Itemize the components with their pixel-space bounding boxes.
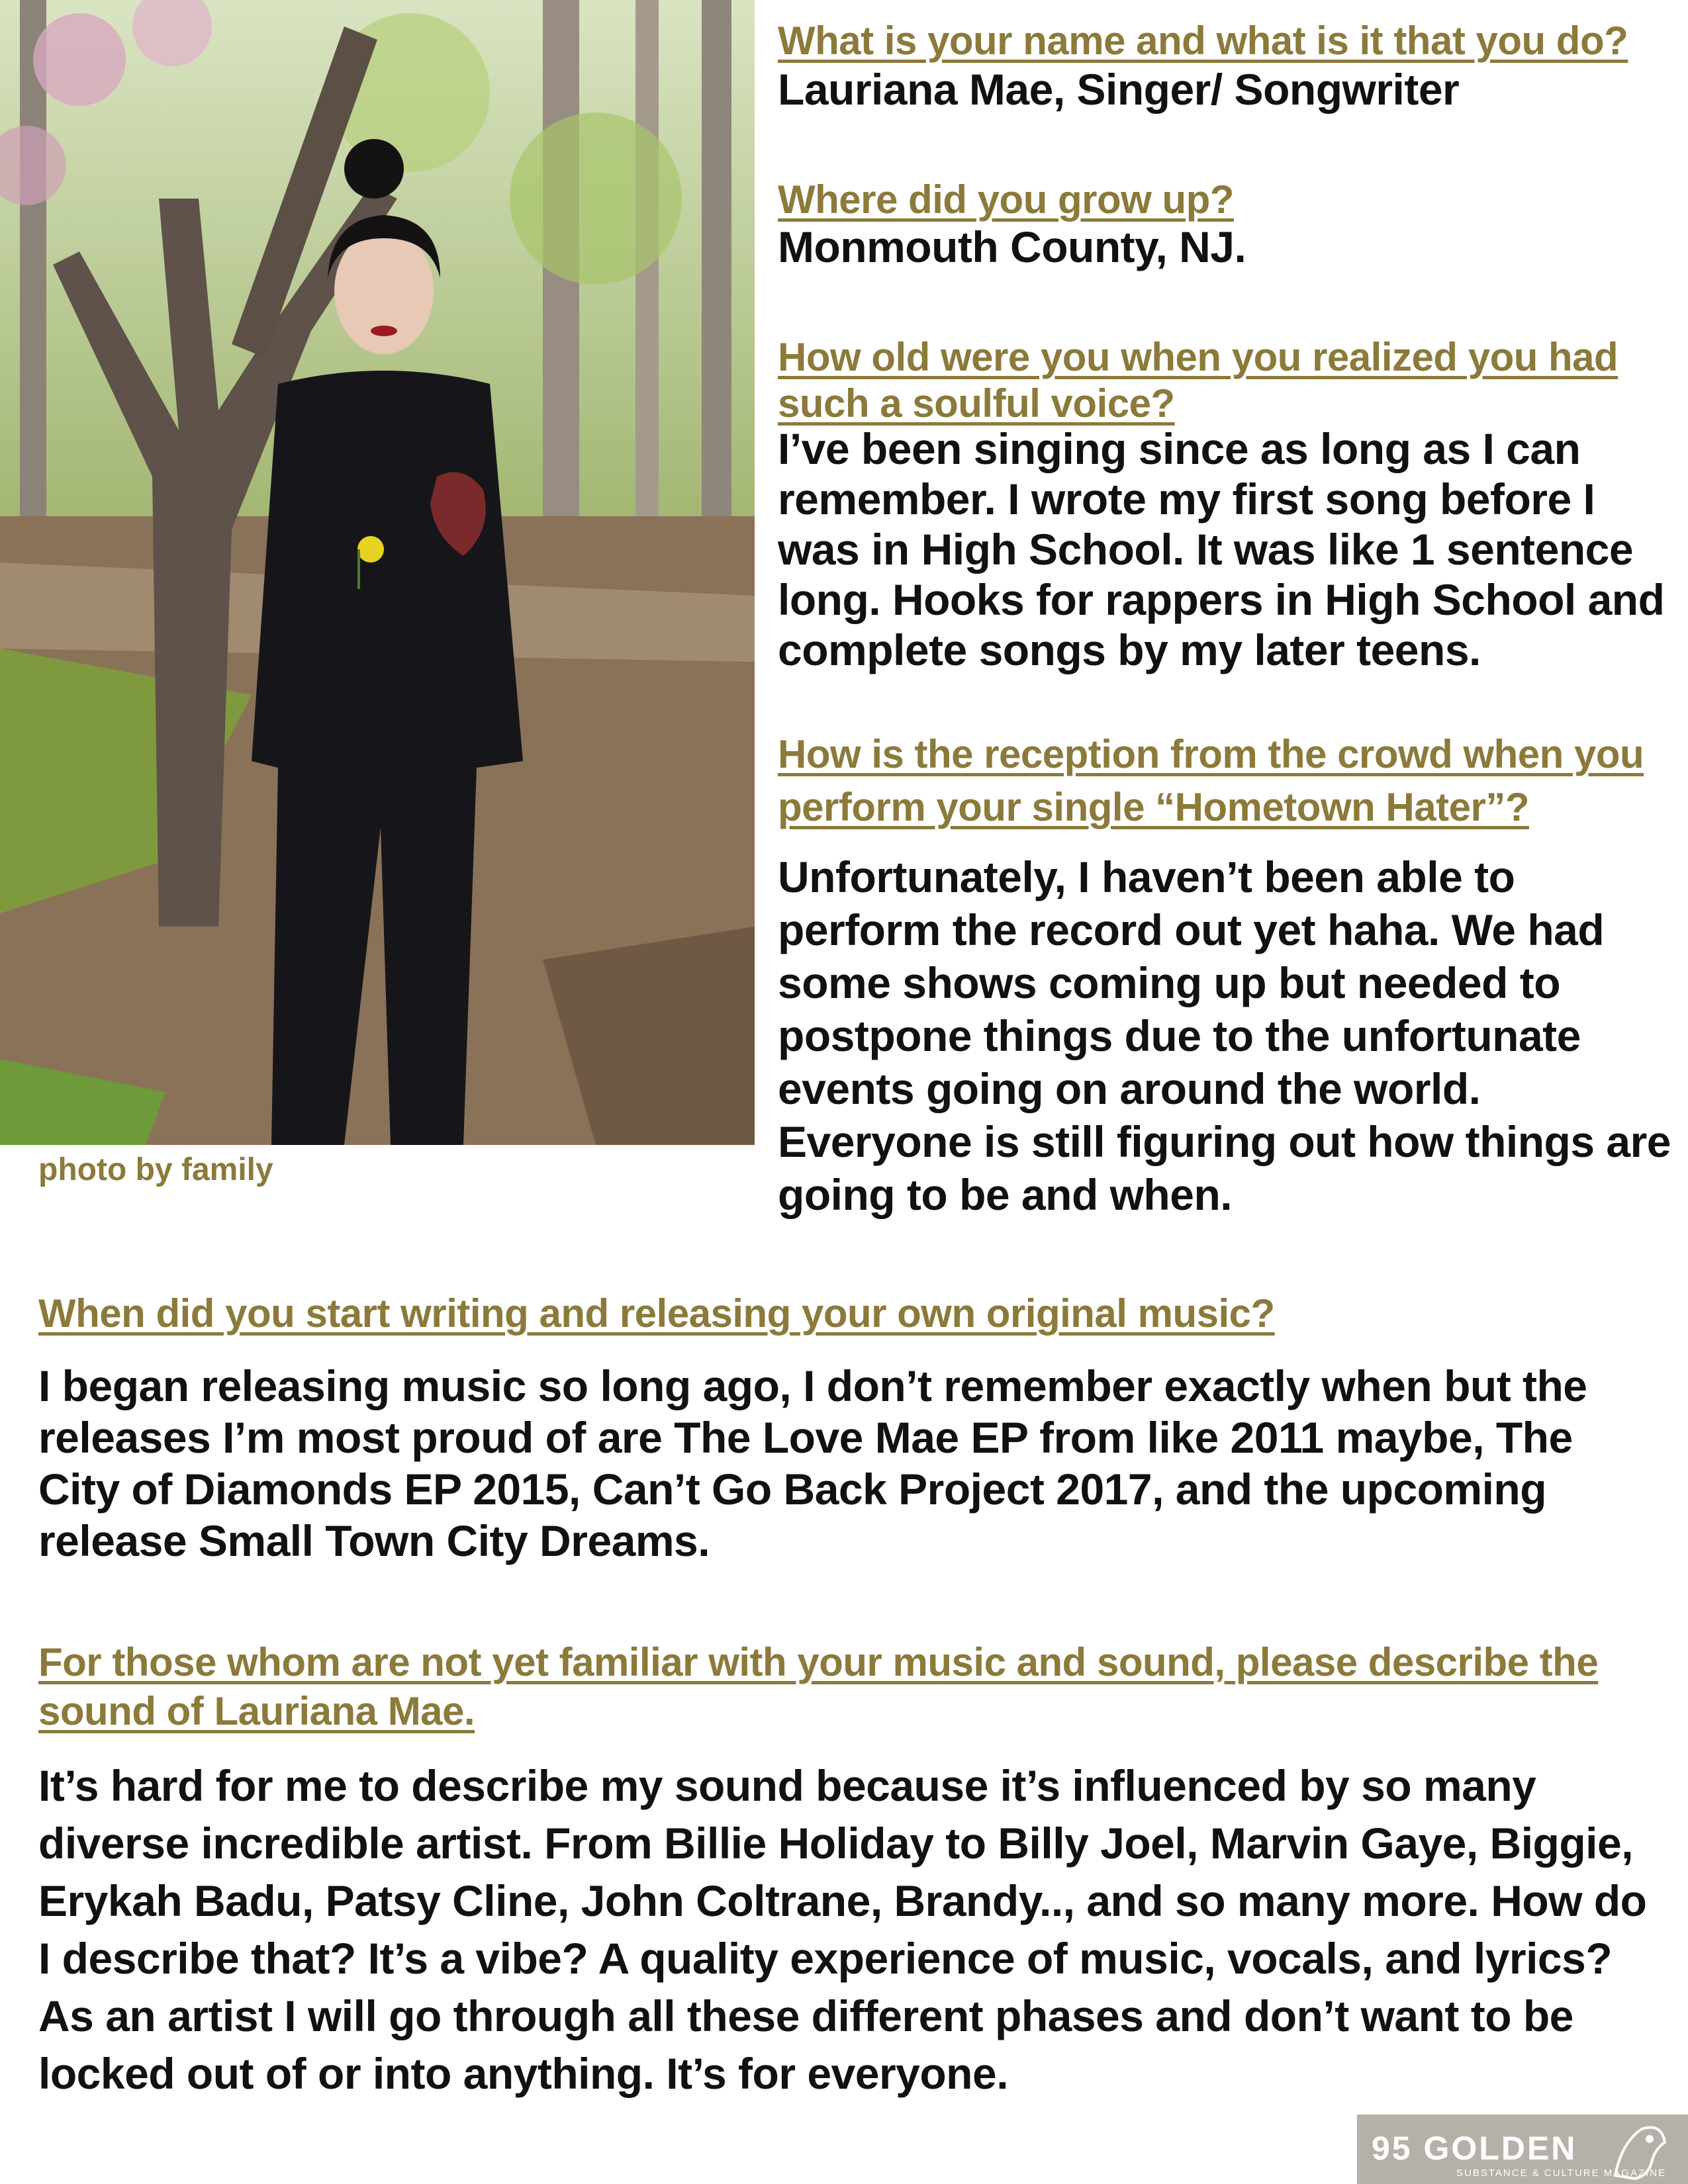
answer-6: It’s hard for me to describe my sound because it’s influenced by so many diverse incredible artist. From Billie Holiday to Billy Joel, Marvin Gaye, Biggie, Erykah Badu, Patsy Cline, John Coltrane, Brandy.., and so many more. How do I describe that? It’s a vibe? A quality experience of music, vocals, and lyrics? As an artist I will go through all these different phases and don’t want to be locked out of or into anything. It’s for everyone.	[38, 1761, 1647, 2098]
magazine-logo	[1357, 2115, 1688, 2184]
question-5: When did you start writing and releasing your own original music?	[38, 1291, 1275, 1336]
logo-brand: 95 GOLDEN	[1372, 2130, 1577, 2167]
question-6: For those whom are not yet familiar with your music and sound, please describe the sound of Lauriana Mae.	[38, 1640, 1599, 1733]
question-3: How old were you when you realized you had such a soulful voice?	[778, 335, 1618, 426]
question-1: What is your name and what is it that you do?	[778, 19, 1628, 63]
answer-2: Monmouth County, NJ.	[778, 222, 1246, 271]
question-4: How is the reception from the crowd when you perform your single “Hometown Hater”?	[778, 732, 1644, 829]
portrait-illustration	[0, 0, 755, 1145]
photo-caption: photo by family	[38, 1152, 273, 1187]
question-2: Where did you grow up?	[778, 177, 1234, 222]
answer-3: I’ve been singing since as long as I can remember. I wrote my first song before I was in High School. It was like 1 sentence long. Hooks for rappers in High School and complete songs by my later teens.	[778, 424, 1665, 674]
lion-icon	[1602, 2116, 1675, 2182]
answer-4: Unfortunately, I haven’t been able to perform the record out yet haha. We had some shows coming up but needed to postpone things due to the unfortunate events going on around the world. Everyone is still figuring out how things are going to be and when.	[778, 852, 1671, 1219]
logo-tagline: SUBSTANCE & CULTURE MAGAZINE	[1456, 2167, 1667, 2179]
portrait-photo	[0, 0, 755, 1145]
answer-5: I began releasing music so long ago, I don’t remember exactly when but the releases I’m most proud of are The Love Mae EP from like 2011 maybe, The City of Diamonds EP 2015, Can’t Go Back Project 2017, and the upcoming release Small Town City Dreams.	[38, 1361, 1587, 1565]
answer-1: Lauriana Mae, Singer/ Songwriter	[778, 65, 1460, 114]
